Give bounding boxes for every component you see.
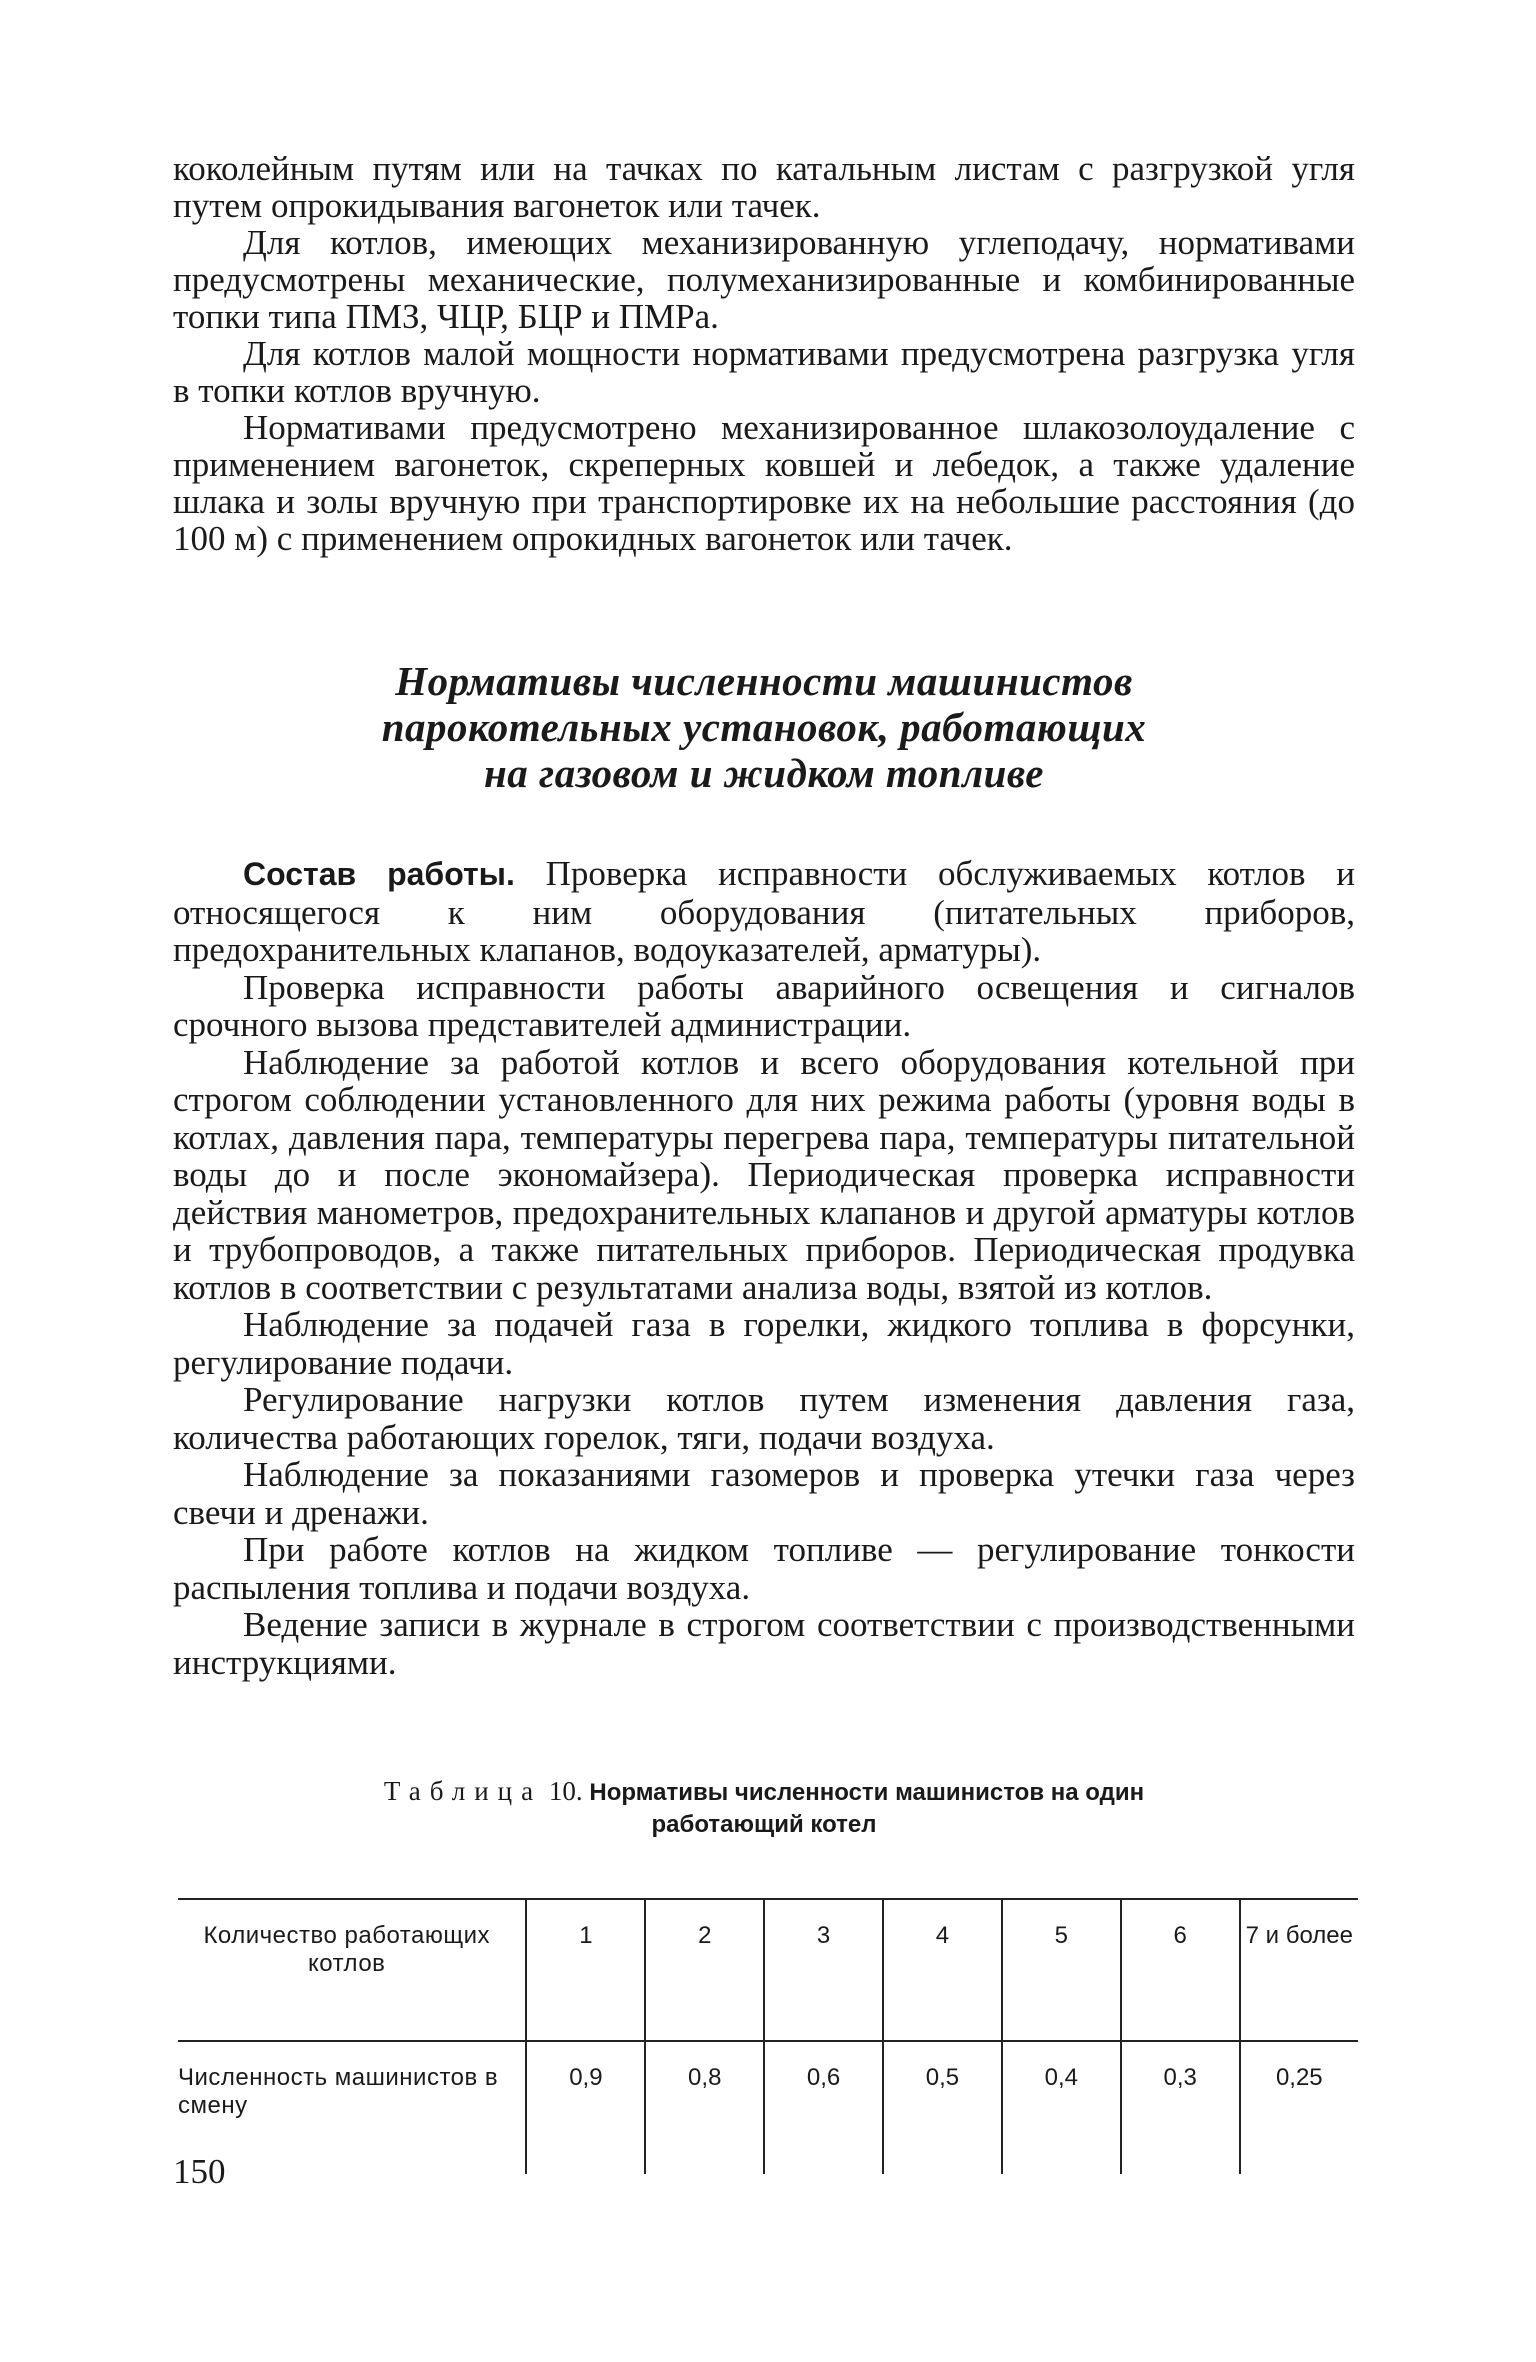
- heading-line: Нормативы численности машинистов: [395, 658, 1133, 704]
- row-label-cell: Численность машинистов в смену: [178, 2064, 499, 2119]
- header-cell: 5: [1002, 1899, 1121, 2041]
- work-paragraph: Ведение записи в журнале в строгом соответствии с производственными инструкциями.: [173, 1605, 1355, 1682]
- work-paragraph: Наблюдение за показаниями газомеров и проверка утечки газа через свечи и дренажи.: [173, 1455, 1355, 1532]
- caption-title: Нормативы численности машинистов на один: [589, 1779, 1145, 1806]
- value-cell: 0,6: [764, 2041, 883, 2174]
- intro-text: [173, 150, 1355, 557]
- work-paragraph: Регулирование нагрузки котлов путем изменения давления газа, количества работающих горелок, тяги, подачи воздуха.: [173, 1380, 1355, 1457]
- work-paragraph: Проверка исправности работы аварийного освещения и сигналов срочного вызова представителей администрации.: [173, 967, 1355, 1044]
- header-cell: 4: [883, 1899, 1002, 2041]
- table-caption: [173, 1775, 1355, 1841]
- page-number: 150: [173, 2152, 226, 2191]
- intro-paragraph: Для котлов малой мощности нормативами предусмотрена разгрузка угля в топки котлов вручную.: [173, 334, 1355, 410]
- work-paragraph: При работе котлов на жидком топливе — регулирование тонкости распыления топлива и подачи воздуха.: [173, 1530, 1355, 1607]
- intro-paragraph: Для котлов, имеющих механизированную углеподачу, нормативами предусмотрены механические, полумеханизированные и комбинированные топки типа ПМЗ, ЧЦР, БЦР и ПМРа.: [173, 223, 1355, 336]
- header-cell: 6: [1121, 1899, 1240, 2041]
- heading-line: парокотельных установок, работающих: [381, 704, 1147, 750]
- work-description: [173, 855, 1355, 1681]
- staffing-table: [178, 1898, 1358, 2174]
- value-cell: 0,9: [526, 2041, 645, 2174]
- work-lead: Состав работы.: [243, 856, 515, 892]
- value-cell: 0,8: [645, 2041, 764, 2174]
- header-cell: 7 и более: [1240, 1899, 1358, 2041]
- header-cell: 1: [526, 1899, 645, 2041]
- work-paragraph: [173, 855, 1355, 969]
- table-row: [178, 2041, 1358, 2174]
- table-header-row: [178, 1899, 1358, 2041]
- value-cell: 0,3: [1121, 2041, 1240, 2174]
- value-cell: 0,4: [1002, 2041, 1121, 2174]
- work-paragraph: Наблюдение за работой котлов и всего оборудования котельной при строгом соблюдении установленного для них режима работы (уровня воды в котлах, давления пара, температуры перегрева пара, температуры питательной воды до и после экономайзера). Периодическая проверка исправности действия манометров, предохранительных клапанов и другой арматуры котлов и трубопроводов, а также питательных приборов. Периодическая продувка котлов в соответствии с результатами анализа воды, взятой из котлов.: [173, 1042, 1355, 1307]
- work-paragraph: Наблюдение за подачей газа в горелки, жидкого топлива в форсунки, регулирование подачи.: [173, 1305, 1355, 1382]
- intro-paragraph: коколейным путям или на тачках по катальным листам с разгрузкой угля путем опрокидывания вагонеток или тачек.: [173, 149, 1355, 225]
- header-cell: 2: [645, 1899, 764, 2041]
- caption-label: Таблица: [383, 1776, 543, 1806]
- heading-line: на газовом и жидком топливе: [484, 750, 1044, 796]
- header-cell: 3: [764, 1899, 883, 2041]
- header-label-cell: Количество работающих котлов: [203, 1922, 490, 1977]
- value-cell: 0,5: [883, 2041, 1002, 2174]
- intro-paragraph: Нормативами предусмотрено механизированное шлакозолоудаление с применением вагонеток, скреперных ковшей и лебедок, а также удаление шлака и золы вручную при транспортировке их на небольшие расстояния (до 100 м) с применением опрокидных вагонеток или тачек.: [173, 408, 1355, 558]
- section-heading: [173, 658, 1355, 796]
- caption-title: работающий котел: [651, 1811, 877, 1838]
- value-cell: 0,25: [1240, 2041, 1358, 2174]
- work-paragraph-text: Проверка исправности обслуживаемых котлов и относящегося к ним оборудования (питательных приборов, предохранительных клапанов, водоуказателей, арматуры).: [173, 854, 1356, 969]
- caption-number: 10.: [548, 1776, 583, 1806]
